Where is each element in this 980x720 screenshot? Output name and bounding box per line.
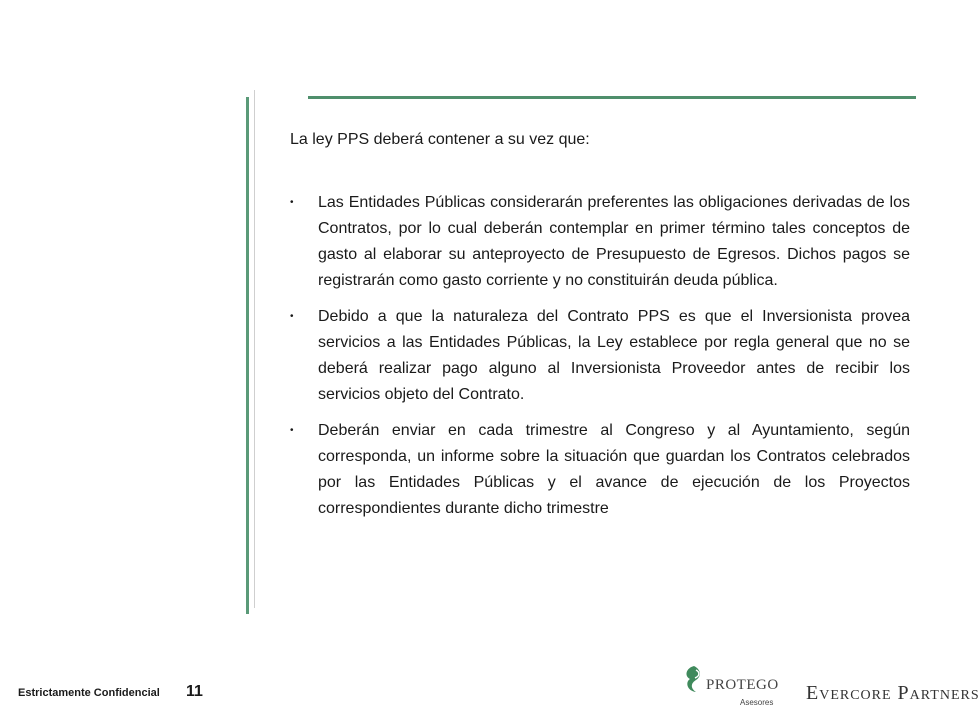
bullet-text: Debido a que la naturaleza del Contrato PPS es que el Inversionista provea servicios a las Entidades Públicas, la Ley establece por regla general que no se deberá realizar pago alguno al Inversionista Proveedor antes de recibir los servicios objeto del Contrato. bbox=[318, 308, 910, 403]
bullet-icon: • bbox=[290, 197, 294, 208]
bullet-icon: • bbox=[290, 425, 294, 436]
intro-text: La ley PPS deberá contener a su vez que: bbox=[290, 131, 590, 148]
protego-leaf-icon bbox=[682, 664, 706, 694]
confidential-label: Estrictamente Confidencial bbox=[18, 687, 160, 699]
evercore-logo: Evercore Partners bbox=[806, 682, 980, 704]
page-number: 11 bbox=[186, 683, 203, 700]
protego-subtitle: Asesores bbox=[740, 698, 774, 707]
protego-name: PROTEGO bbox=[706, 677, 779, 693]
slide-body bbox=[290, 128, 910, 532]
bullet-text: Deberán enviar en cada trimestre al Congreso y al Ayuntamiento, según corresponda, un informe sobre la situación que guardan los Contratos celebrados por las Entidades Públicas y el avance de ejecución de los Proyectos correspondientes durante dicho trimestre bbox=[318, 422, 910, 517]
horizontal-accent-rule bbox=[308, 96, 916, 99]
bullet-item bbox=[290, 418, 910, 522]
bullet-text: Las Entidades Públicas considerarán preferentes las obligaciones derivadas de los Contratos, por lo cual deberán contemplar en primer término tales conceptos de gasto al elaborar su anteproyecto de Presupuesto de Egresos. Dichos pagos se registrarán como gasto corriente y no constituirán deuda pública. bbox=[318, 194, 910, 289]
vertical-accent-rule bbox=[246, 97, 249, 614]
vertical-divider-rule bbox=[254, 90, 255, 608]
protego-logo bbox=[682, 664, 792, 710]
bullet-item bbox=[290, 190, 910, 294]
bullet-icon: • bbox=[290, 311, 294, 322]
bullet-item bbox=[290, 304, 910, 408]
bullet-list bbox=[290, 190, 910, 522]
